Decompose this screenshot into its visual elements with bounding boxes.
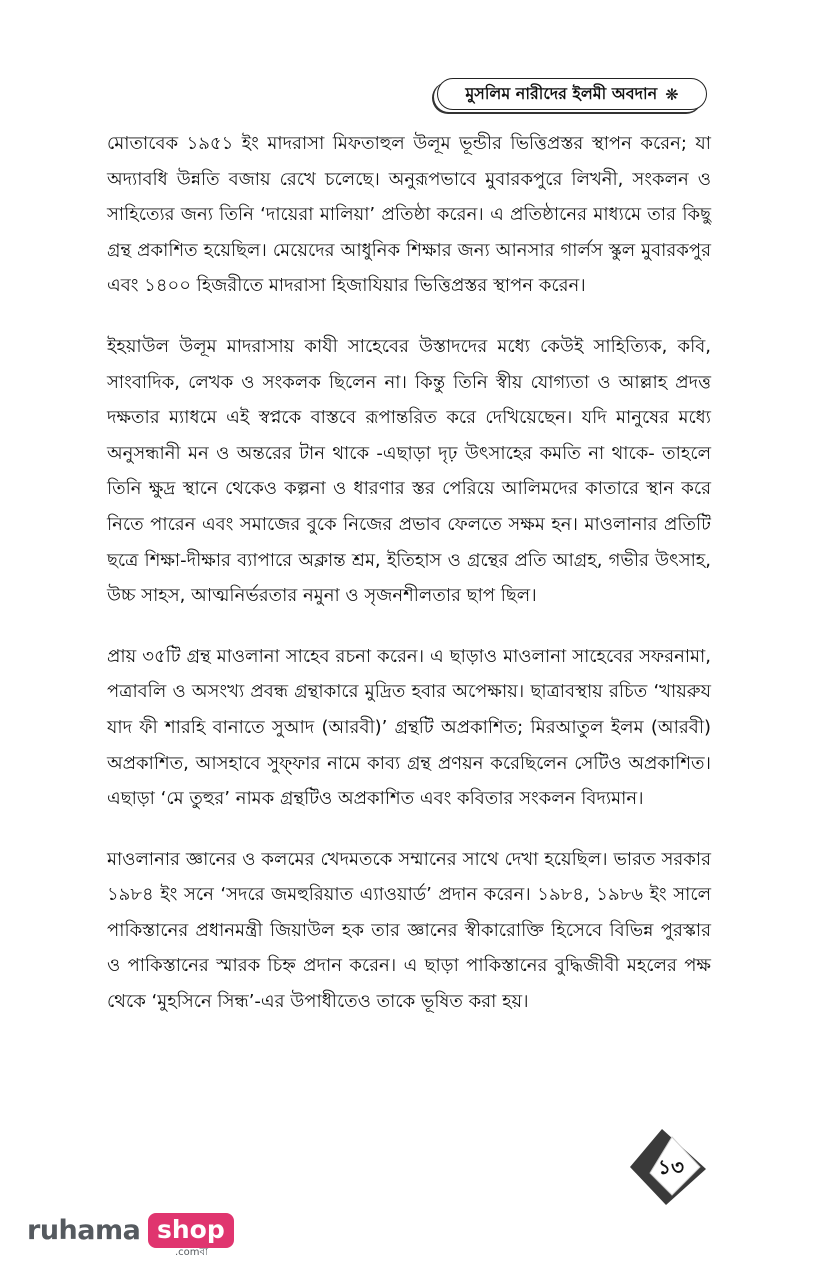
paragraph-4: মাওলানার জ্ঞানের ও কলমের খেদমতকে সম্মানের সাথে দেখা হয়েছিল। ভারত সরকার ১৯৮৪ ইং সনে ‘সদরে জমহুরিয়াত এ্যাওয়ার্ড’ প্রদান করেন। ১৯৮৪, ১৯৮৬ ইং সালে পাকিস্তানের প্রধানমন্ত্রী জিয়াউল হক তার জ্ঞানের স্বীকারোক্তি হিসেবে বিভিন্ন পুরস্কার ও পাকিস্তানের স্মারক চিহ্ন প্রদান করেন। এ ছাড়া পাকিস্তানের বুদ্ধিজীবী মহলের পক্ষ থেকে ‘মুহসিনে সিন্ধ’-এর উপাধীতেও তাকে ভূষিত করা হয়। <box>107 848 711 1013</box>
running-header-title: মুসলিম নারীদের ইলমী অবদান <box>465 83 658 103</box>
running-header <box>437 78 707 110</box>
paragraph-2: ইহয়াউল উলূম মাদরাসায় কাযী সাহেবের উস্তাদদের মধ্যে কেউই সাহিত্যিক, কবি, সাংবাদিক, লেখক ও সংকলক ছিলেন না। কিন্তু তিনি স্বীয় যোগ্যতা ও আল্লাহ প্রদত্ত দক্ষতার ম্যাধমে এই স্বপ্নকে বাস্তবে রূপান্তরিত করে দেখিয়েছেন। যদি মানুষের মধ্যে অনুসন্ধানী মন ও অন্তরের টান থাকে -এছাড়া দৃঢ় উৎসাহের কমতি না থাকে- তাহলে তিনি ক্ষুদ্র স্থানে থেকেও কল্পনা ও ধারণার স্তর পেরিয়ে আলিমদের কাতারে স্থান করে নিতে পারেন এবং সমাজের বুকে নিজের প্রভাব ফেলতে সক্ষম হন। মাওলানার প্রতিটি ছত্রে শিক্ষা-দীক্ষার ব্যাপারে অক্লান্ত শ্রম, ইতিহাস ও গ্রন্থের প্রতি আগ্রহ, গভীর উৎসাহ, উচ্চ সাহস, আত্মনির্ভরতার নমুনা ও সৃজনশীলতার ছাপ ছিল। <box>107 335 711 607</box>
body-text <box>107 126 711 1045</box>
logo-wordmark: ruhama <box>27 1215 141 1246</box>
paragraph-1: মোতাবেক ১৯৫১ ইং মাদরাসা মিফতাহুল উলূম ভূন্ডীর ভিত্তিপ্রস্তর স্থাপন করেন; যা অদ্যাবধি উন্নতি বজায় রেখে চলেছে। অনুরূপভাবে মুবারকপুরে লিখনী, সংকলন ও সাহিত্যের জন্য তিনি ‘দায়েরা মালিয়া’ প্রতিষ্ঠা করেন। এ প্রতিষ্ঠানের মাধ্যমে তার কিছু গ্রন্থ প্রকাশিত হয়েছিল। মেয়েদের আধুনিক শিক্ষার জন্য আনসার গার্লস স্কুল মুবারকপুর এবং ১৪০০ হিজরীতে মাদরাসা হিজাযিয়ার ভিত্তিপ্রস্তর স্থাপন করেন। <box>107 133 711 297</box>
paragraph-3: প্রায় ৩৫টি গ্রন্থ মাওলানা সাহেব রচনা করেন। এ ছাড়াও মাওলানা সাহেবের সফরনামা, পত্রাবলি ও অসংখ্য প্রবন্ধ গ্রন্থাকারে মুদ্রিত হবার অপেক্ষায়। ছাত্রাবস্থায় রচিত ‘খায়রুয যাদ ফী শারহি বানাতে সুআদ (আরবী)’ গ্রন্থটি অপ্রকাশিত; মিরআতুল ইলম (আরবী) অপ্রকাশিত, আসহাবে সুফ্ফার নামে কাব্য গ্রন্থ প্রণয়ন করেছিলেন সেটিও অপ্রকাশিত। এছাড়া ‘মে তুহুর’ নামক গ্রন্থটিও অপ্রকাশিত এবং কবিতার সংকলন বিদ্যমান। <box>107 645 711 810</box>
ornament-icon: ❋ <box>665 84 679 104</box>
logo-shop-badge: shop <box>148 1213 234 1248</box>
logo-domain: .comবা <box>175 1247 209 1258</box>
page-number: ১৩ <box>658 1155 684 1179</box>
publisher-logo <box>27 1213 247 1257</box>
